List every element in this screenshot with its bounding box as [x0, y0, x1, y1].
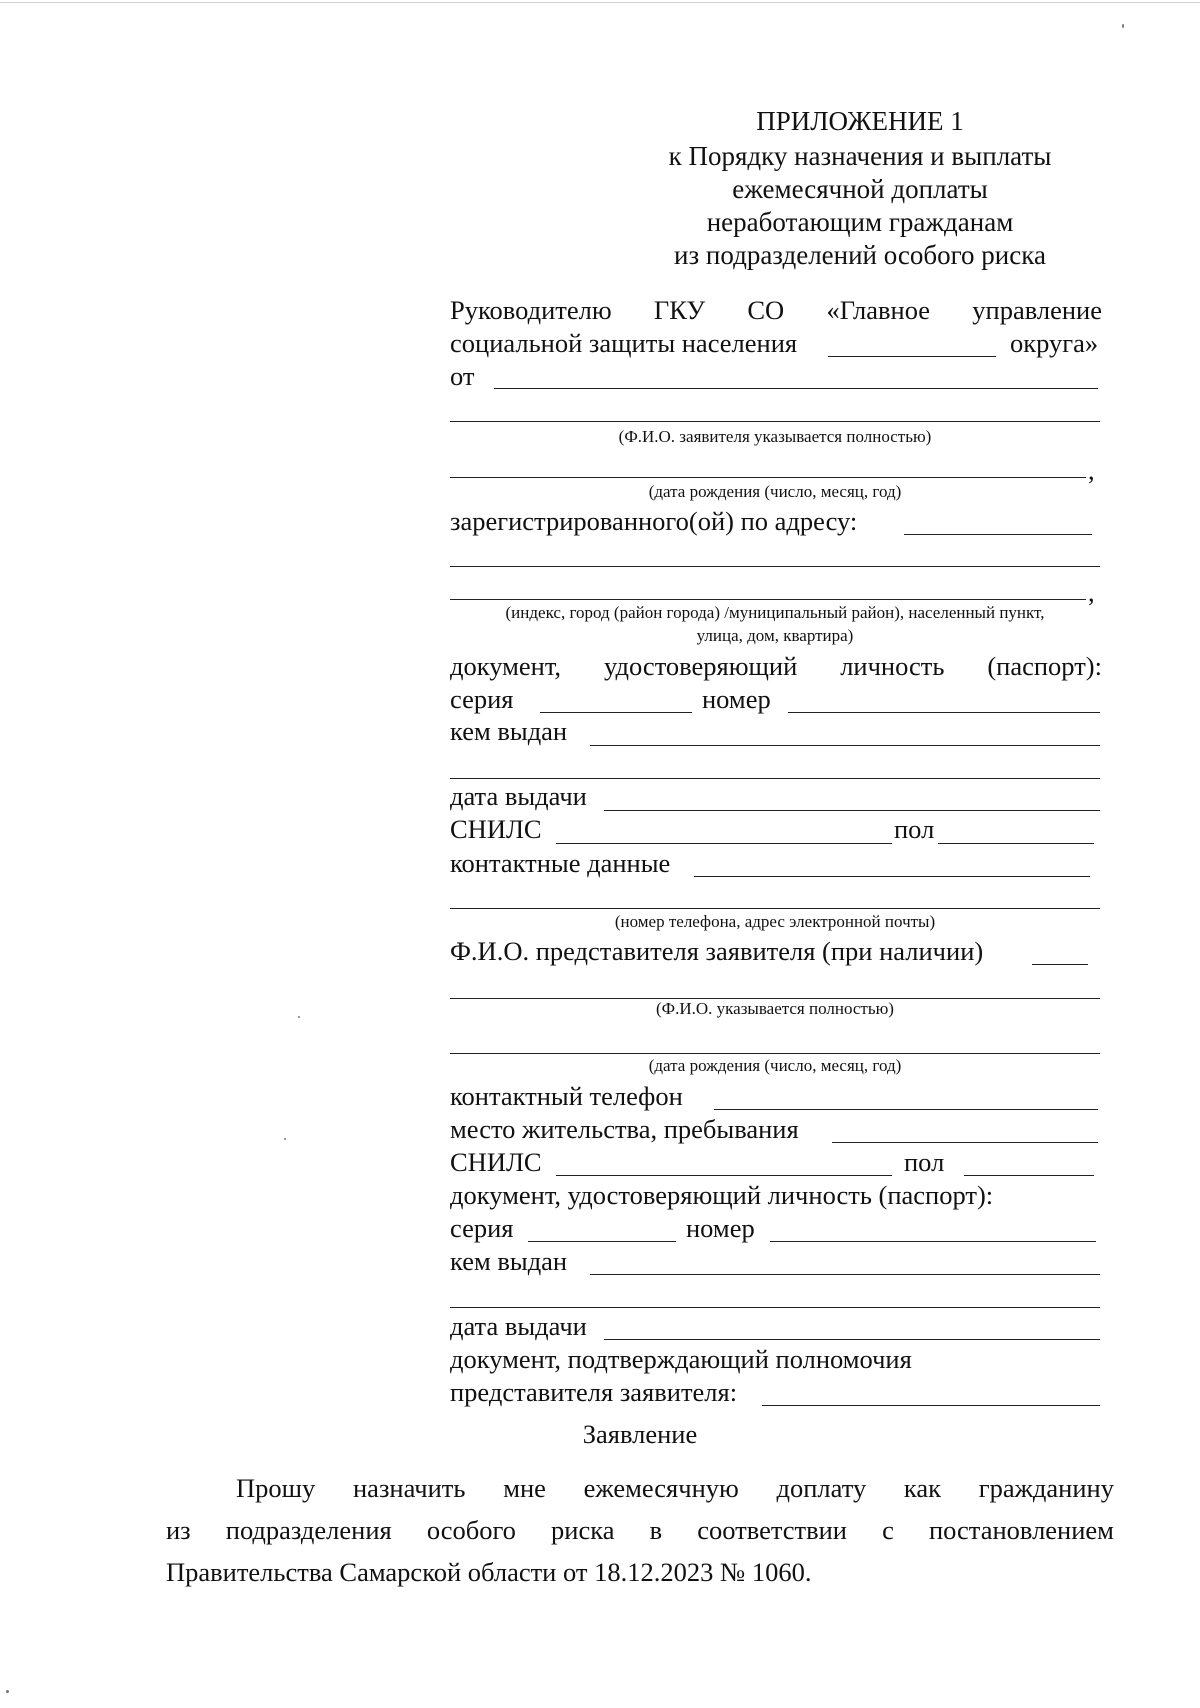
address-caption-1: (индекс, город (район города) /муниципальный район), населенный пункт,	[505, 603, 1045, 622]
statement-word: особого	[426, 1515, 516, 1545]
addressee-line-2-start: социальной защиты населения	[450, 328, 798, 358]
representative-fio-caption: (Ф.И.О. указывается полностью)	[656, 999, 894, 1018]
scan-speck	[6, 1690, 9, 1693]
addressee-line-1	[450, 295, 1102, 325]
registered-label: зарегистрированного(ой) по адресу:	[450, 506, 858, 536]
applicant-issue-date-blank[interactable]	[604, 810, 1100, 811]
statement-heading: Заявление	[582, 1419, 698, 1449]
representative-residence-blank[interactable]	[832, 1142, 1098, 1143]
comma: ,	[1088, 577, 1095, 607]
statement-word: из	[166, 1515, 191, 1545]
statement-word: с	[882, 1515, 894, 1545]
applicant-issued-by-blank-2[interactable]	[450, 778, 1100, 779]
representative-fio-label: Ф.И.О. представителя заявителя (при наличии)	[450, 936, 984, 966]
applicant-document-line	[450, 651, 1102, 681]
district-blank[interactable]	[828, 356, 996, 357]
statement-line-3: Правительства Самарской области от 18.12.2023 № 1060.	[166, 1557, 812, 1587]
representative-document-label: документ, удостоверяющий личность (паспорт):	[450, 1180, 994, 1210]
representative-number-label: номер	[686, 1213, 755, 1243]
page-top-edge	[0, 2, 1200, 3]
statement-word: соответствии	[697, 1515, 847, 1545]
representative-issue-date-blank[interactable]	[604, 1339, 1100, 1340]
applicant-contacts-label: контактные данные	[450, 848, 671, 878]
statement-word: доплату	[776, 1473, 867, 1503]
statement-word: подразделения	[225, 1515, 392, 1545]
applicant-contacts-blank[interactable]	[694, 876, 1090, 877]
applicant-number-label: номер	[702, 684, 771, 714]
document-word: (паспорт):	[987, 651, 1102, 681]
document-word: документ,	[450, 651, 562, 681]
scan-speck	[284, 1138, 286, 1140]
comma: ,	[1088, 455, 1095, 485]
applicant-birth-caption: (дата рождения (число, месяц, год)	[648, 482, 902, 501]
representative-phone-label: контактный телефон	[450, 1081, 683, 1111]
address-blank-2[interactable]	[450, 566, 1100, 567]
statement-word: гражданину	[978, 1473, 1114, 1503]
statement-word: мне	[503, 1473, 546, 1503]
representative-fio-blank[interactable]	[1032, 964, 1088, 965]
addressee-line-2-end: округа»	[1010, 328, 1099, 358]
addressee-word: СО	[747, 295, 785, 325]
appendix-subtitle-line-1: к Порядку назначения и выплаты	[668, 141, 1052, 171]
representative-authority-label-2: представителя заявителя:	[450, 1377, 738, 1407]
from-label: от	[450, 361, 475, 391]
applicant-issued-by-label: кем выдан	[450, 716, 568, 746]
addressee-word: «Главное	[826, 295, 931, 325]
statement-word: как	[903, 1473, 942, 1503]
representative-residence-label: место жительства, пребывания	[450, 1114, 799, 1144]
statement-line-2	[166, 1513, 1114, 1547]
representative-series-label: серия	[450, 1213, 514, 1243]
statement-word: Прошу	[236, 1473, 316, 1503]
statement-word: постановлением	[928, 1515, 1114, 1545]
addressee-word: ГКУ	[653, 295, 706, 325]
appendix-title: ПРИЛОЖЕНИЕ 1	[756, 106, 964, 136]
applicant-series-label: серия	[450, 684, 514, 714]
applicant-sex-blank[interactable]	[938, 843, 1094, 844]
address-blank-3[interactable]	[450, 599, 1086, 600]
statement-word: в	[649, 1515, 663, 1545]
representative-issued-by-blank[interactable]	[590, 1274, 1100, 1275]
statement-word: назначить	[353, 1473, 466, 1503]
statement-word: ежемесячную	[583, 1473, 739, 1503]
document-word: личность	[840, 651, 945, 681]
representative-sex-label: пол	[904, 1147, 945, 1177]
addressee-word: Руководителю	[450, 295, 612, 325]
document-word: удостоверяющий	[603, 651, 798, 681]
representative-birth-blank[interactable]	[450, 1053, 1100, 1054]
scan-speck	[1122, 24, 1124, 28]
addressee-word: управление	[972, 295, 1102, 325]
statement-line-1	[236, 1471, 1114, 1505]
representative-issued-by-label: кем выдан	[450, 1246, 568, 1276]
applicant-snils-label: СНИЛС	[450, 814, 542, 844]
appendix-subtitle-line-3: неработающим гражданам	[706, 207, 1014, 237]
representative-series-blank[interactable]	[528, 1241, 676, 1242]
appendix-subtitle-line-4: из подразделений особого риска	[674, 240, 1046, 270]
applicant-birth-blank[interactable]	[450, 477, 1086, 478]
representative-issued-by-blank-2[interactable]	[450, 1307, 1100, 1308]
applicant-number-blank[interactable]	[788, 712, 1100, 713]
from-blank[interactable]	[494, 388, 1098, 389]
representative-snils-blank[interactable]	[556, 1175, 892, 1176]
representative-issue-date-label: дата выдачи	[450, 1311, 587, 1341]
representative-number-blank[interactable]	[770, 1241, 1096, 1242]
applicant-snils-blank[interactable]	[556, 843, 892, 844]
representative-birth-caption: (дата рождения (число, месяц, год)	[648, 1056, 902, 1075]
representative-authority-label-1: документ, подтверждающий полномочия	[450, 1344, 912, 1374]
representative-sex-blank[interactable]	[964, 1175, 1094, 1176]
applicant-fio-caption: (Ф.И.О. заявителя указывается полностью)	[618, 427, 932, 446]
representative-authority-blank[interactable]	[762, 1405, 1100, 1406]
appendix-subtitle-line-2: ежемесячной доплаты	[732, 174, 988, 204]
applicant-issue-date-label: дата выдачи	[450, 781, 587, 811]
representative-snils-label: СНИЛС	[450, 1147, 542, 1177]
applicant-series-blank[interactable]	[540, 712, 692, 713]
applicant-contacts-caption: (номер телефона, адрес электронной почты)	[614, 912, 936, 931]
scan-speck	[298, 1016, 300, 1018]
address-blank-1[interactable]	[904, 534, 1092, 535]
address-caption-2: улица, дом, квартира)	[696, 626, 854, 645]
applicant-contacts-blank-2[interactable]	[450, 908, 1100, 909]
applicant-sex-label: пол	[894, 814, 935, 844]
applicant-issued-by-blank[interactable]	[590, 745, 1100, 746]
statement-word: риска	[551, 1515, 615, 1545]
applicant-fio-blank[interactable]	[450, 421, 1100, 422]
representative-phone-blank[interactable]	[714, 1109, 1098, 1110]
